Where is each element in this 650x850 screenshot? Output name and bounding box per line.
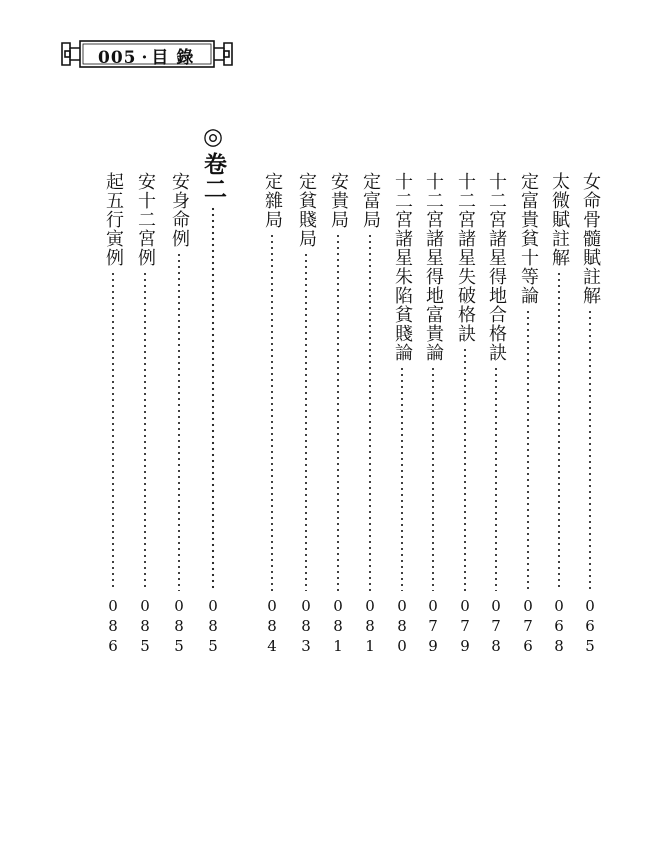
toc-entry (389, 172, 415, 657)
toc-leader-dots (166, 252, 192, 591)
header-page-number: 005 (98, 48, 137, 68)
toc-leader-dots (420, 366, 446, 591)
toc-entry (100, 172, 126, 657)
page-header (58, 37, 236, 71)
toc-entry-title: 安身命例 (169, 172, 190, 248)
toc-leader-dots (389, 366, 415, 591)
toc-entry-title: 十二宮諸星失破格訣 (455, 172, 476, 343)
toc-leader-dots (132, 271, 158, 591)
toc-entry (132, 172, 158, 657)
toc-leader-dots (100, 271, 126, 591)
toc-entry-page: 065 (581, 597, 599, 657)
toc-entry-title: 太微賦註解 (549, 172, 570, 267)
toc-leader-dots (483, 366, 509, 591)
toc-entry-page: 085 (136, 597, 154, 657)
section-title: ◎卷二 (200, 124, 226, 202)
toc-entry-title: 安十二宮例 (135, 172, 156, 267)
toc-entry-page: 085 (170, 597, 188, 657)
toc-leader-dots (293, 252, 319, 591)
section-page: 085 (204, 597, 222, 657)
toc-entry (577, 172, 603, 657)
toc-leader-dots (577, 309, 603, 591)
toc-entry-page: 083 (297, 597, 315, 657)
toc-entry-page: 076 (519, 597, 537, 657)
toc-entry-page: 078 (487, 597, 505, 657)
toc-entry-page: 080 (393, 597, 411, 657)
toc-entry (420, 172, 446, 657)
toc-leader-dots (546, 271, 572, 591)
toc-section-heading (200, 124, 226, 657)
toc-entry (357, 172, 383, 657)
header-separator: · (141, 48, 149, 68)
toc-leader-dots (200, 206, 226, 591)
toc-entry-page: 079 (424, 597, 442, 657)
toc-leader-dots (452, 347, 478, 591)
toc-entry-page: 079 (456, 597, 474, 657)
toc-entry-title: 定富局 (360, 172, 381, 229)
toc-entry-title: 起五行寅例 (103, 172, 124, 267)
header-title: 目 錄 (151, 48, 195, 68)
toc-entry (515, 172, 541, 657)
header-label (98, 43, 194, 68)
toc-entry (166, 172, 192, 657)
toc-leader-dots (259, 233, 285, 591)
toc-entry-title: 女命骨髓賦註解 (580, 172, 601, 305)
toc-entry (325, 172, 351, 657)
toc-leader-dots (515, 309, 541, 591)
toc-entry (259, 172, 285, 657)
toc-leader-dots (357, 233, 383, 591)
toc-entry-page: 081 (329, 597, 347, 657)
toc-entry (293, 172, 319, 657)
toc-entry-page: 081 (361, 597, 379, 657)
toc-entry (546, 172, 572, 657)
toc-entry-page: 086 (104, 597, 122, 657)
toc-entry-title: 定貧賤局 (296, 172, 317, 248)
toc-entry-title: 定雜局 (262, 172, 283, 229)
toc-entry (452, 172, 478, 657)
toc-leader-dots (325, 233, 351, 591)
toc-entry-page: 084 (263, 597, 281, 657)
toc-entry-title: 定富貴貧十等論 (518, 172, 539, 305)
toc-entry-title: 十二宮諸星朱陷貧賤論 (392, 172, 413, 362)
toc-entry-title: 安貴局 (328, 172, 349, 229)
toc-entry-title: 十二宮諸星得地富貴論 (423, 172, 444, 362)
toc-entry (483, 172, 509, 657)
toc-entry-title: 十二宮諸星得地合格訣 (486, 172, 507, 362)
toc-entry-page: 068 (550, 597, 568, 657)
